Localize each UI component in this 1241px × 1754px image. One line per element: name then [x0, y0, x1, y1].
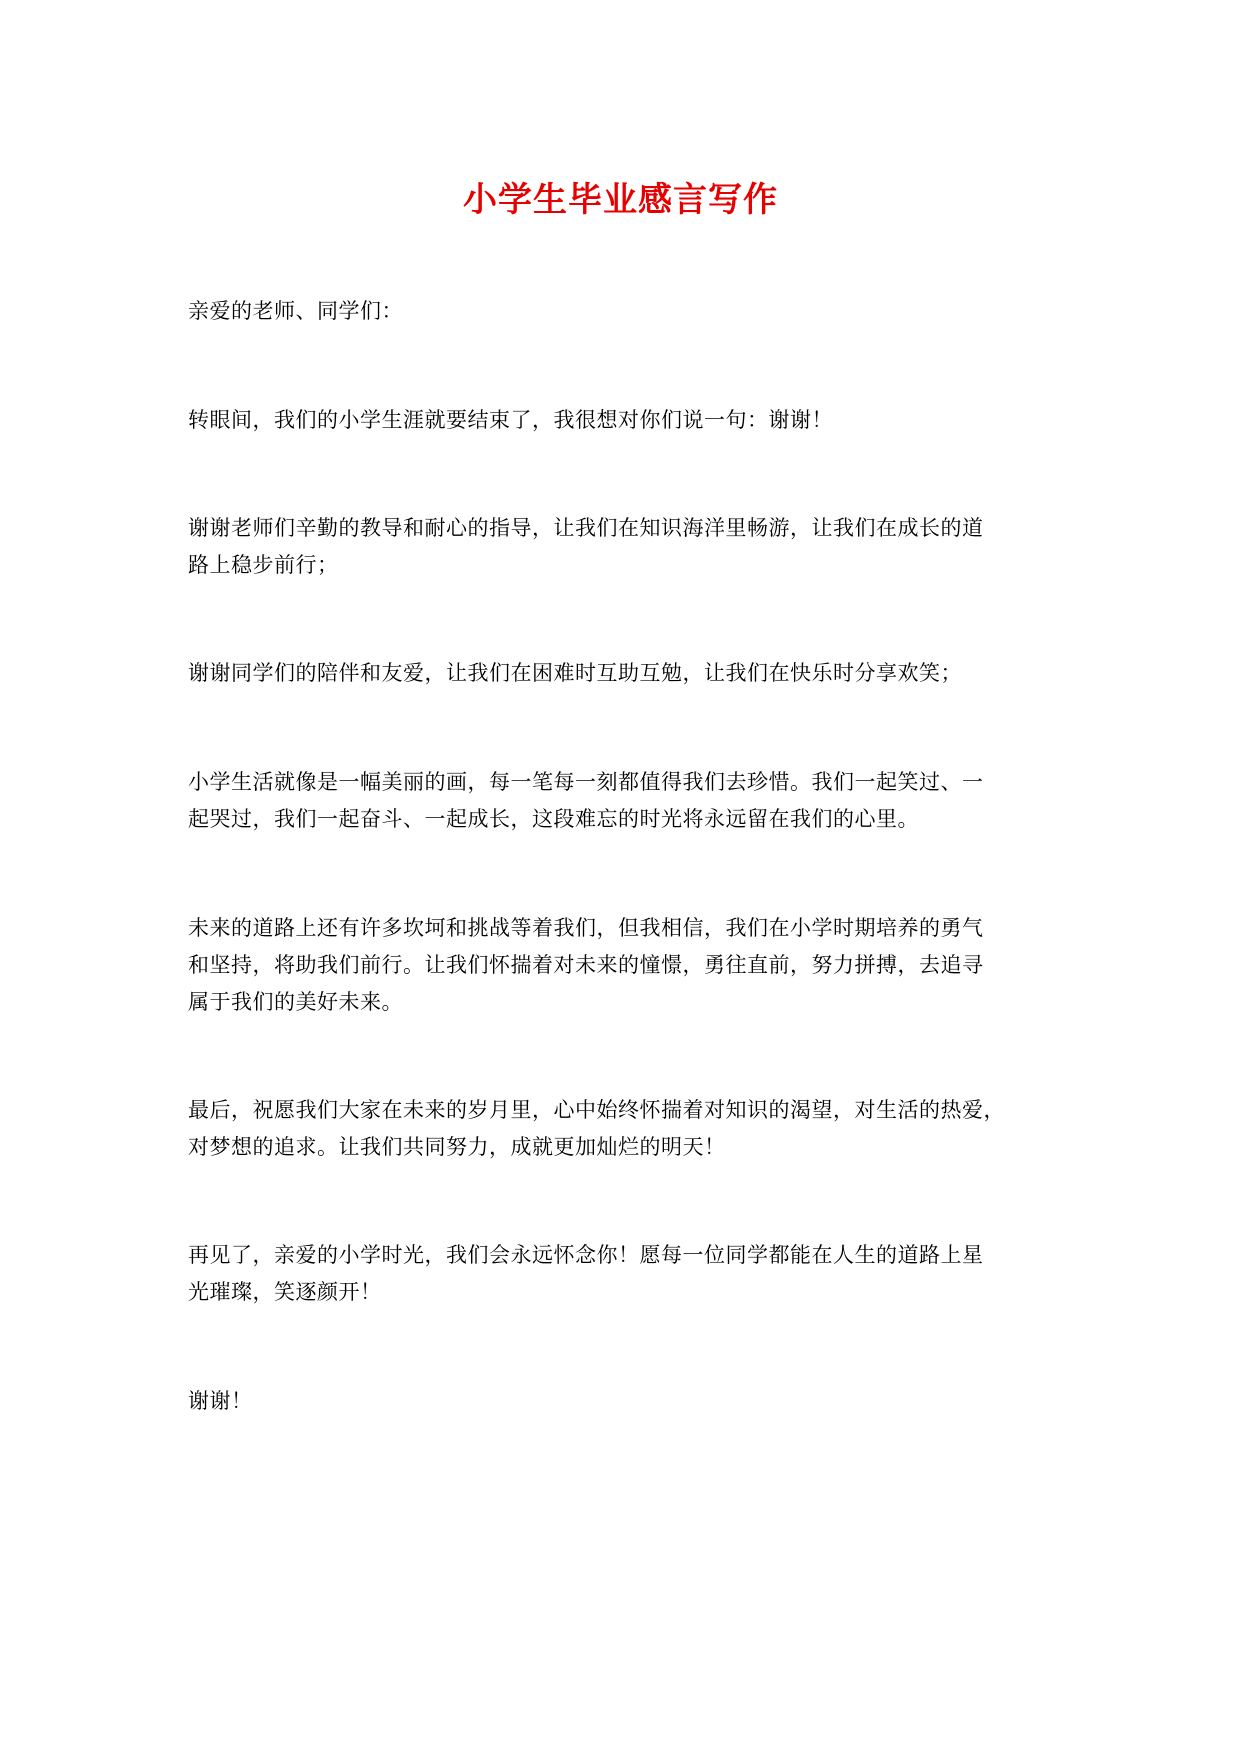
paragraph-8 [188, 1383, 1078, 1420]
paragraph-1 [188, 402, 1078, 439]
text-line: 亲爱的老师、同学们： [188, 299, 403, 323]
text-line: 再见了，亲爱的小学时光，我们会永远怀念你！愿每一位同学都能在人生的道路上星 [188, 1243, 984, 1267]
text-line: 转眼间，我们的小学生涯就要结束了，我很想对你们说一句：谢谢！ [188, 408, 833, 432]
paragraph-5 [188, 910, 1078, 1021]
text-line: 小学生活就像是一幅美丽的画，每一笔每一刻都值得我们去珍惜。我们一起笑过、一 [188, 770, 984, 794]
paragraph-3 [188, 655, 1078, 692]
paragraph-2 [188, 510, 1078, 584]
text-line: 最后，祝愿我们大家在未来的岁月里，心中始终怀揣着对知识的渴望，对生活的热爱， [188, 1098, 1005, 1122]
document-title: 小学生毕业感言写作 [463, 180, 778, 220]
text-line: 谢谢！ [188, 1389, 253, 1413]
text-line: 谢谢同学们的陪伴和友爱，让我们在困难时互助互勉，让我们在快乐时分享欢笑； [188, 661, 962, 685]
paragraph-4 [188, 764, 1078, 838]
text-line: 路上稳步前行； [188, 553, 339, 577]
paragraph-6 [188, 1092, 1078, 1166]
paragraph-7 [188, 1237, 1078, 1311]
greeting [188, 293, 1078, 330]
text-line: 和坚持，将助我们前行。让我们怀揣着对未来的憧憬，勇往直前，努力拼搏，去追寻 [188, 953, 984, 977]
text-line: 未来的道路上还有许多坎坷和挑战等着我们，但我相信，我们在小学时期培养的勇气 [188, 916, 984, 940]
text-line: 对梦想的追求。让我们共同努力，成就更加灿烂的明天！ [188, 1135, 726, 1159]
text-line: 光璀璨，笑逐颜开！ [188, 1280, 382, 1304]
text-line: 属于我们的美好未来。 [188, 990, 403, 1014]
text-line: 谢谢老师们辛勤的教导和耐心的指导，让我们在知识海洋里畅游，让我们在成长的道 [188, 516, 984, 540]
text-line: 起哭过，我们一起奋斗、一起成长，这段难忘的时光将永远留在我们的心里。 [188, 807, 919, 831]
